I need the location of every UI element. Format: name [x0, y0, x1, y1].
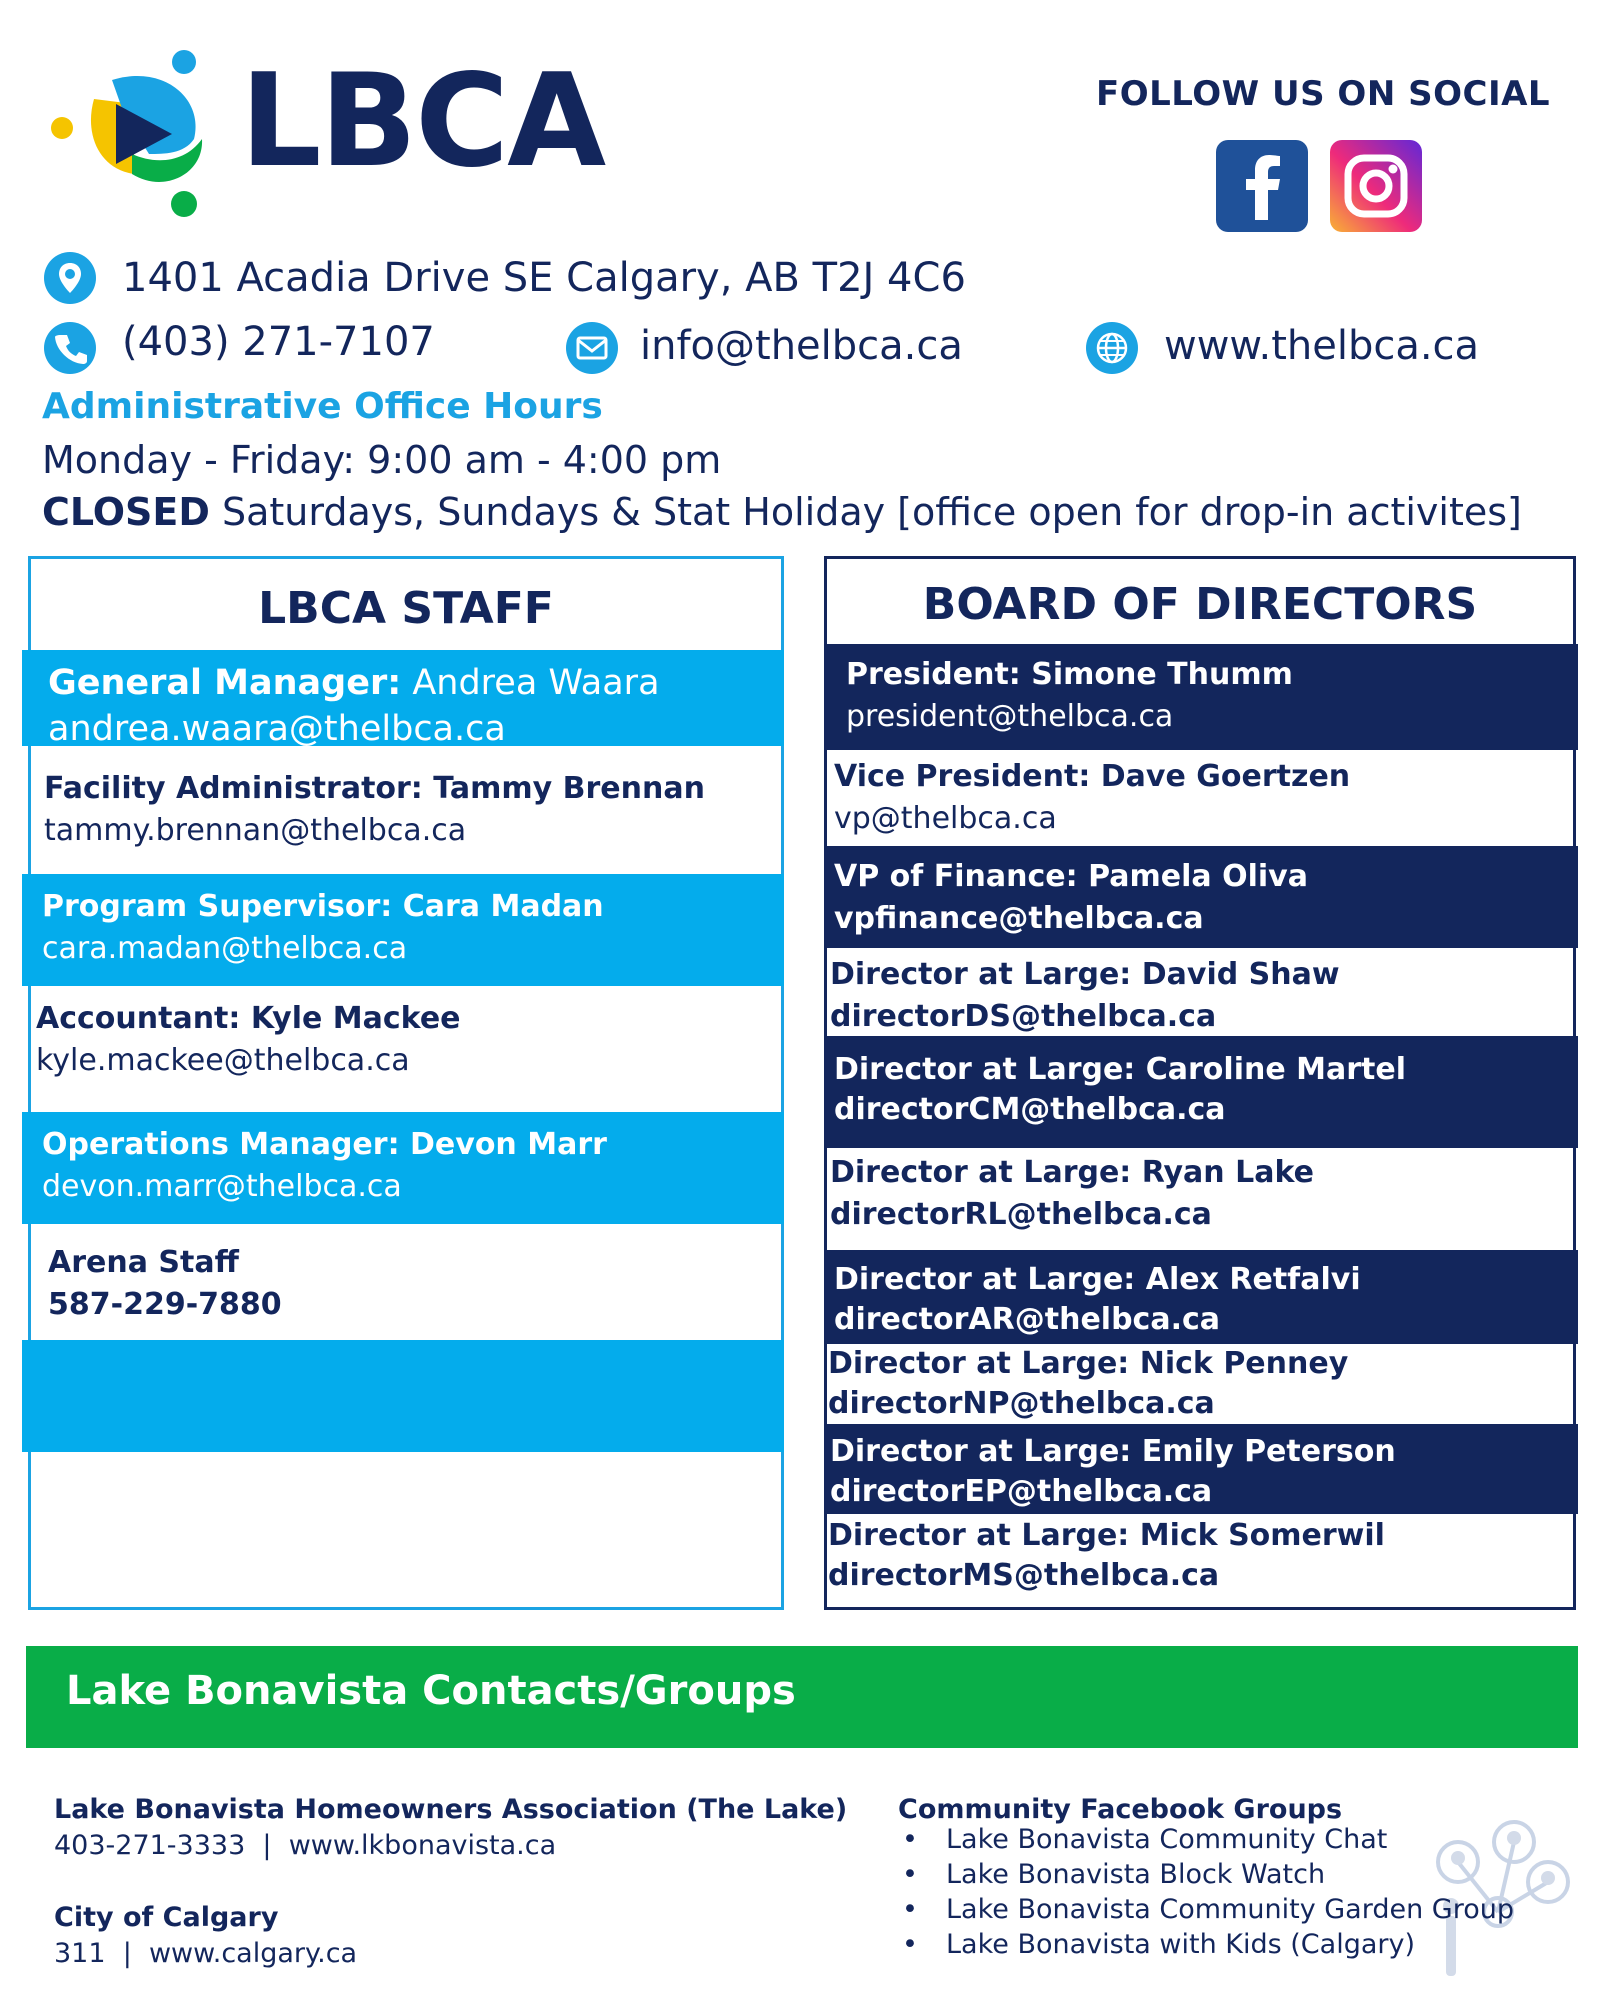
board-contact[interactable]: directorMS@thelbca.ca	[828, 1558, 1220, 1593]
globe-icon	[1086, 322, 1138, 374]
address-text: 1401 Acadia Drive SE Calgary, AB T2J 4C6	[122, 255, 966, 301]
board-role: Director at Large: David Shaw	[830, 957, 1340, 992]
office-hours-title: Administrative Office Hours	[42, 386, 603, 427]
board-contact[interactable]: directorRL@thelbca.ca	[830, 1197, 1212, 1232]
staff-contact[interactable]: devon.marr@thelbca.ca	[42, 1169, 402, 1204]
staff-contact[interactable]: kyle.mackee@thelbca.ca	[36, 1043, 410, 1078]
instagram-icon[interactable]	[1330, 140, 1422, 232]
board-role: Director at Large: Caroline Martel	[834, 1052, 1406, 1087]
board-contact[interactable]: directorAR@thelbca.ca	[834, 1302, 1221, 1337]
closed-label: CLOSED	[42, 490, 210, 534]
facebook-groups-title: Community Facebook Groups	[898, 1794, 1343, 1825]
staff-contact[interactable]: 587-229-7880	[48, 1287, 282, 1322]
facebook-icon[interactable]	[1216, 140, 1308, 232]
email-icon	[566, 322, 618, 374]
facebook-group-item[interactable]: • Lake Bonavista with Kids (Calgary)	[898, 1927, 1514, 1962]
lbca-logo-mark	[44, 44, 244, 224]
staff-contact[interactable]: tammy.brennan@thelbca.ca	[44, 813, 467, 848]
board-contact[interactable]: directorDS@thelbca.ca	[830, 999, 1217, 1034]
board-row	[828, 1344, 1568, 1424]
board-role: Director at Large: Mick Somerwil	[828, 1518, 1385, 1553]
board-row	[826, 1036, 1578, 1148]
board-role: Director at Large: Emily Peterson	[830, 1434, 1396, 1469]
board-row	[826, 846, 1578, 948]
facebook-groups-list	[898, 1822, 1514, 1962]
facebook-group-item[interactable]: • Lake Bonavista Block Watch	[898, 1857, 1514, 1892]
board-title: BOARD OF DIRECTORS	[922, 579, 1478, 630]
staff-title: LBCA STAFF	[258, 583, 554, 634]
staff-row	[22, 874, 784, 986]
staff-name: Andrea Waara	[401, 663, 660, 703]
board-contact[interactable]: directorNP@thelbca.ca	[828, 1386, 1215, 1421]
location-pin-icon	[44, 252, 96, 304]
hoa-title: Lake Bonavista Homeowners Association (The Lake)	[54, 1794, 848, 1825]
board-row	[826, 1250, 1578, 1344]
staff-role: Arena Staff	[48, 1245, 239, 1280]
board-contact[interactable]: vp@thelbca.ca	[834, 801, 1057, 836]
staff-contact[interactable]: cara.madan@thelbca.ca	[42, 931, 408, 966]
staff-empty-row	[22, 1340, 784, 1452]
closed-details: Saturdays, Sundays & Stat Holiday [office open for drop-in activites]	[209, 490, 1522, 534]
city-title: City of Calgary	[54, 1902, 279, 1933]
email-text[interactable]: info@thelbca.ca	[640, 323, 963, 369]
board-role: VP of Finance: Pamela Oliva	[834, 859, 1308, 894]
staff-row	[22, 1112, 784, 1224]
board-role: Director at Large: Alex Retfalvi	[834, 1262, 1361, 1297]
staff-row	[44, 768, 774, 868]
board-role: Vice President: Dave Goertzen	[834, 759, 1351, 794]
groups-banner-title: Lake Bonavista Contacts/Groups	[66, 1668, 796, 1714]
staff-role: General Manager:	[48, 663, 402, 703]
board-row	[832, 756, 1562, 844]
hoa-contact[interactable]: 403-271-3333 | www.lkbonavista.ca	[54, 1830, 557, 1861]
staff-contact[interactable]: andrea.waara@thelbca.ca	[48, 709, 506, 749]
board-contact[interactable]: directorEP@thelbca.ca	[830, 1474, 1213, 1509]
facebook-group-item[interactable]: • Lake Bonavista Community Garden Group	[898, 1892, 1514, 1927]
facebook-group-item[interactable]: • Lake Bonavista Community Chat	[898, 1822, 1514, 1857]
board-role: Director at Large: Nick Penney	[828, 1346, 1349, 1381]
board-contact[interactable]: vpfinance@thelbca.ca	[834, 901, 1204, 936]
board-row	[828, 1516, 1568, 1602]
staff-role: Facility Administrator: Tammy Brennan	[44, 771, 705, 806]
board-contact[interactable]: directorCM@thelbca.ca	[834, 1092, 1226, 1127]
staff-role: Program Supervisor: Cara Madan	[42, 889, 604, 924]
follow-us-label: FOLLOW US ON SOCIAL	[1096, 74, 1551, 114]
staff-row	[36, 998, 766, 1088]
staff-row	[22, 650, 784, 749]
staff-role: Operations Manager: Devon Marr	[42, 1127, 607, 1162]
staff-row	[48, 1242, 748, 1332]
board-contact[interactable]: president@thelbca.ca	[846, 699, 1174, 734]
board-role: Director at Large: Ryan Lake	[830, 1155, 1314, 1190]
website-text[interactable]: www.thelbca.ca	[1164, 323, 1480, 369]
phone-text[interactable]: (403) 271-7107	[122, 319, 435, 365]
board-row	[826, 1424, 1578, 1514]
board-row	[830, 1152, 1560, 1244]
board-row	[830, 954, 1560, 1034]
phone-icon	[44, 322, 96, 374]
staff-role: Accountant: Kyle Mackee	[36, 1001, 461, 1036]
board-role: President: Simone Thumm	[846, 657, 1293, 692]
board-row	[826, 644, 1578, 750]
weekday-hours: Monday - Friday: 9:00 am - 4:00 pm	[42, 438, 722, 482]
logo-wordmark: LBCA	[240, 47, 605, 196]
city-contact[interactable]: 311 | www.calgary.ca	[54, 1938, 358, 1969]
closed-hours	[42, 490, 1522, 534]
